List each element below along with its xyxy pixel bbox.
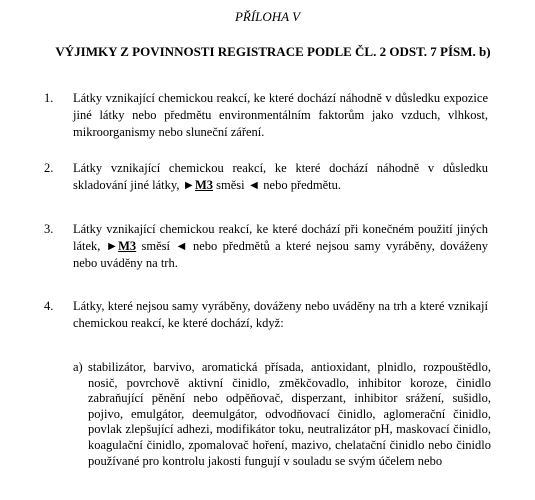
amendment-word: směsi [213,178,248,192]
amendment-label: M3 [118,239,137,253]
amendment-start-marker: ► [105,239,119,253]
item-text: Látky vznikající chemickou reakcí, ke které dochází náhodně v důsledku expozice jiné látky nebo předmětu environmentálním faktorům jako vzduch, vlhkost, mikroorganismy nebo sluneční záření. [73,91,488,139]
item-text-before: Látky vznikající chemickou reakcí, ke které dochází při konečném použití jiných látek, [73,222,488,253]
sub-item-a [73,360,491,469]
amendment-label: M3 [194,178,214,192]
item-text-after: nebo předmětů a které nejsou samy vyráběny, dováženy nebo uváděny na trh. [73,239,488,270]
sub-item-label: a) [73,360,83,374]
sub-item-text: stabilizátor, barvivo, aromatická přísada, antioxidant, plnidlo, rozpouštědlo, nosič, povrchově aktivní činidlo, změkčovadlo, inhibitor koroze, činidlo zabraňující pěnění nebo odpěňovač, disperzant, inhibitor srážení, sušidlo, pojivo, emulgátor, deemulgátor, odvodňovací činidlo, aglomerační činidlo, povlak zlepšující adhezi, modifikátor toku, neutralizátor pH, maskovací činidlo, koagulační činidlo, zpomalovač hoření, mazivo, chelatační činidlo nebo činidlo používané pro kontrolu jakosti fungují v souladu se svým účelem nebo [88,360,491,468]
amendment-end-marker: ◄ [175,239,188,253]
item-text: Látky, které nejsou samy vyráběny, dováženy nebo uváděny na trh a které vznikají chemickou reakcí, ke které dochází, když: [73,299,488,330]
amendment-word: směsí [136,239,176,253]
section-title: VÝJIMKY Z POVINNOSTI REGISTRACE PODLE ČL. 2 ODST. 7 PÍSM. b) [55,44,491,59]
item-number: 2. [44,161,54,175]
item-number: 3. [44,222,54,236]
item-text [73,160,488,194]
item-text [73,221,488,272]
item-number: 1. [44,91,54,105]
item-text-before: Látky vznikající chemickou reakcí, ke které dochází náhodně v důsledku skladování jiné látky, [73,161,488,192]
amendment-end-marker: ◄ [247,178,261,192]
item-number: 4. [44,299,54,313]
annex-title: PŘÍLOHA V [234,9,301,24]
item-text-after: nebo předmětu. [260,178,342,192]
amendment-start-marker: ► [182,178,195,192]
